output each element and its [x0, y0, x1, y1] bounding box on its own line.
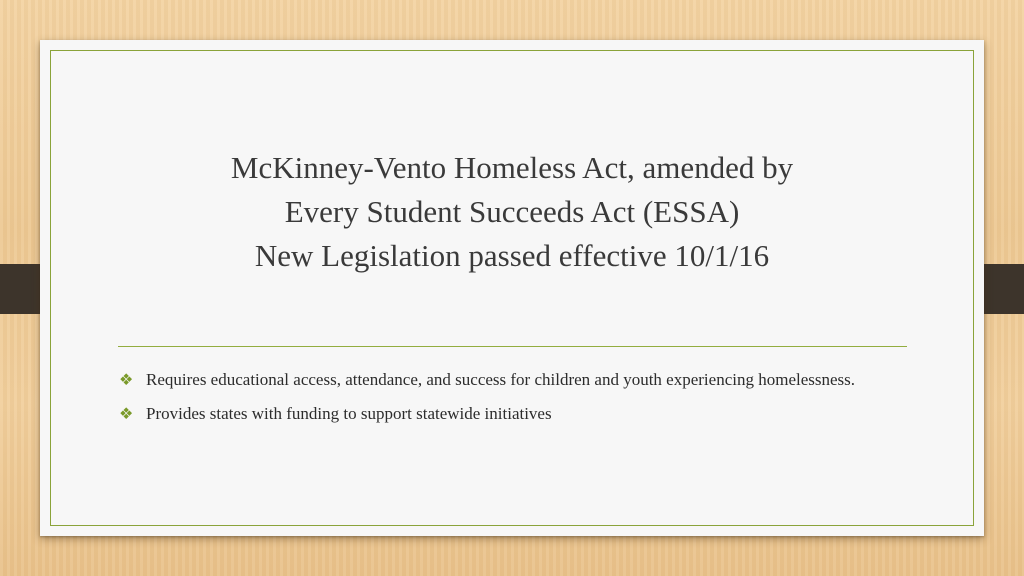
bullet-item [118, 368, 898, 392]
bullet-list [118, 368, 898, 436]
slide-title [80, 146, 944, 278]
slide-card [40, 40, 984, 536]
title-line-3: New Legislation passed effective 10/1/16 [254, 238, 770, 273]
green-frame [50, 50, 974, 526]
bullet-item [118, 402, 898, 426]
bullet-text: Provides states with funding to support statewide initiatives [146, 404, 552, 423]
bullet-text: Requires educational access, attendance, and success for children and youth experiencing homelessness. [146, 370, 856, 389]
diamond-bullet-icon: ❖ [119, 370, 134, 389]
title-divider [118, 346, 907, 347]
diamond-bullet-icon: ❖ [119, 404, 134, 423]
title-line-2: Every Student Succeeds Act (ESSA) [284, 194, 740, 229]
title-line-1: McKinney-Vento Homeless Act, amended by [230, 150, 794, 185]
